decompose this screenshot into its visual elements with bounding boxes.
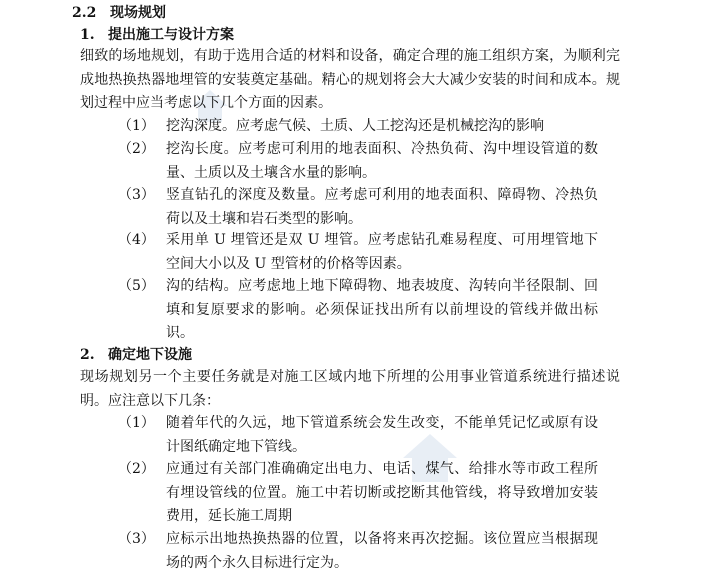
paragraph: 细致的场地规划，有助于选用合适的材料和设备，确定合理的施工组织方案，为顺利完成地热换热器地埋管的安装奠定基础。精心的规划将会大大减少安装的时间和成本。规划过程中应当考虑以下几个方面的因素。 (80, 48, 620, 111)
list-marker: （1） (118, 118, 155, 134)
list-item (118, 229, 598, 276)
list-item-text: 竖直钻孔的深度及数量。应考虑可利用的地表面积、障碍物、冷热负荷以及土壤和岩石类型的影响。 (166, 187, 598, 227)
list-item (118, 184, 598, 231)
section-title: 现场规划 (110, 5, 166, 21)
subsection-number: 2. (80, 347, 95, 363)
paragraph: 现场规划另一个主要任务就是对施工区域内地下所埋的公用事业管道系统进行描述说明。应注意以下几条： (80, 369, 620, 409)
list-marker: （2） (118, 141, 155, 157)
list-item-text: 挖沟长度。应考虑可利用的地表面积、冷热负荷、沟中埋设管道的数量、土质以及土壤含水量的影响。 (166, 141, 598, 181)
subsection-title: 确定地下设施 (108, 347, 192, 363)
list-item (118, 275, 598, 346)
list-marker: （4） (118, 232, 155, 248)
list-item (118, 412, 598, 459)
list-marker: （3） (118, 531, 155, 547)
subsection-heading (80, 25, 234, 45)
list-item-text: 应通过有关部门准确确定出电力、电话、煤气、给排水等市政工程所有埋设管线的位置。施工中若切断或挖断其他管线，将导致增加安装费用，延长施工周期 (166, 461, 598, 524)
subsection-number: 1. (80, 27, 95, 43)
list-marker: （3） (118, 187, 155, 203)
list-marker: （5） (118, 278, 155, 294)
section-number: 2.2 (72, 5, 97, 21)
list-item (118, 458, 598, 529)
list-item (118, 528, 598, 575)
list-item-text: 应标示出地热换热器的位置，以备将来再次挖掘。该位置应当根据现场的两个永久目标进行定为。 (166, 531, 598, 571)
subsection-title: 提出施工与设计方案 (108, 27, 234, 43)
list-item-text: 沟的结构。应考虑地上地下障碍物、地表坡度、沟转向半径限制、回填和复原要求的影响。必须保证找出所有以前埋设的管线并做出标识。 (166, 278, 598, 341)
subsection-heading (80, 345, 192, 365)
list-marker: （2） (118, 461, 155, 477)
list-item-text: 随着年代的久远，地下管道系统会发生改变，不能单凭记忆或原有设计图纸确定地下管线。 (166, 415, 598, 455)
list-marker: （1） (118, 415, 155, 431)
list-item (118, 115, 598, 139)
section-heading (72, 3, 166, 23)
list-item-text: 采用单 U 埋管还是双 U 埋管。应考虑钻孔难易程度、可用埋管地下空间大小以及 U 型管材的价格等因素。 (166, 232, 598, 272)
list-item (118, 138, 598, 185)
list-item-text: 挖沟深度。应考虑气候、土质、人工挖沟还是机械挖沟的影响 (166, 118, 544, 134)
